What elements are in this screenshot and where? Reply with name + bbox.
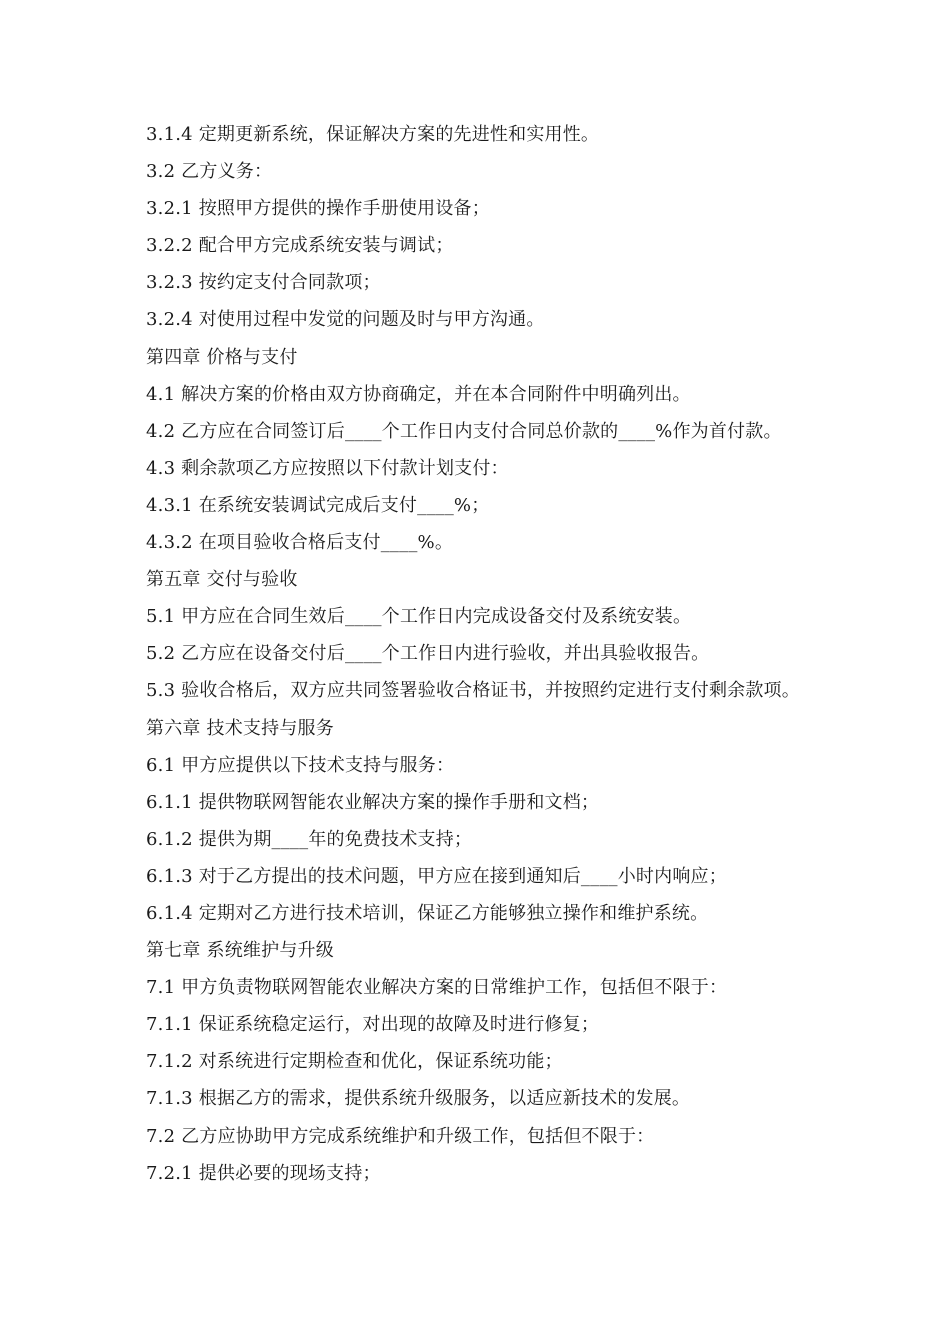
clause-6-1-4: 6.1.4 定期对乙方进行技术培训，保证乙方能够独立操作和维护系统。 [146, 902, 709, 924]
clause-4-2: 4.2 乙方应在合同签订后____个工作日内支付合同总价款的____%作为首付款。 [146, 420, 782, 442]
chapter-5-heading: 第五章 交付与验收 [146, 569, 298, 591]
chapter-6-heading: 第六章 技术支持与服务 [146, 717, 334, 739]
clause-3-2-4: 3.2.4 对使用过程中发觉的问题及时与甲方沟通。 [146, 309, 545, 331]
clause-7-1-1: 7.1.1 保证系统稳定运行，对出现的故障及时进行修复； [146, 1014, 600, 1036]
clause-5-2: 5.2 乙方应在设备交付后____个工作日内进行验收，并出具验收报告。 [146, 643, 710, 665]
clause-3-2-3: 3.2.3 按约定支付合同款项； [146, 272, 381, 294]
clause-3-2-2: 3.2.2 配合甲方完成系统安装与调试； [146, 235, 454, 257]
chapter-4-heading: 第四章 价格与支付 [146, 346, 298, 368]
clause-4-3-1: 4.3.1 在系统安装调试完成后支付____%； [146, 494, 490, 516]
document-body [146, 116, 826, 1192]
clause-4-3: 4.3 剩余款项乙方应按照以下付款计划支付： [146, 457, 509, 479]
clause-7-1-2: 7.1.2 对系统进行定期检查和优化，保证系统功能； [146, 1051, 563, 1073]
clause-6-1-3: 6.1.3 对于乙方提出的技术问题，甲方应在接到通知后____小时内响应； [146, 865, 727, 887]
clause-6-1-2: 6.1.2 提供为期____年的免费技术支持； [146, 828, 473, 850]
clause-7-1: 7.1 甲方负责物联网智能农业解决方案的日常维护工作，包括但不限于： [146, 977, 728, 999]
clause-5-3: 5.3 验收合格后，双方应共同签署验收合格证书，并按照约定进行支付剩余款项。 [146, 680, 800, 702]
chapter-7-heading: 第七章 系统维护与升级 [146, 940, 334, 962]
clause-6-1: 6.1 甲方应提供以下技术支持与服务： [146, 754, 455, 776]
clause-7-1-3: 7.1.3 根据乙方的需求，提供系统升级服务，以适应新技术的发展。 [146, 1088, 691, 1110]
clause-7-2: 7.2 乙方应协助甲方完成系统维护和升级工作，包括但不限于： [146, 1125, 655, 1147]
clause-6-1-1: 6.1.1 提供物联网智能农业解决方案的操作手册和文档； [146, 791, 600, 813]
clause-3-2-heading: 3.2 乙方义务： [146, 161, 273, 183]
clause-3-2-1: 3.2.1 按照甲方提供的操作手册使用设备； [146, 198, 490, 220]
clause-3-1-4: 3.1.4 定期更新系统，保证解决方案的先进性和实用性。 [146, 124, 600, 145]
clause-7-2-1: 7.2.1 提供必要的现场支持； [146, 1162, 381, 1184]
clause-4-1: 4.1 解决方案的价格由双方协商确定，并在本合同附件中明确列出。 [146, 383, 691, 405]
clause-5-1: 5.1 甲方应在合同生效后____个工作日内完成设备交付及系统安装。 [146, 606, 692, 628]
clause-4-3-2: 4.3.2 在项目验收合格后支付____%。 [146, 532, 454, 554]
